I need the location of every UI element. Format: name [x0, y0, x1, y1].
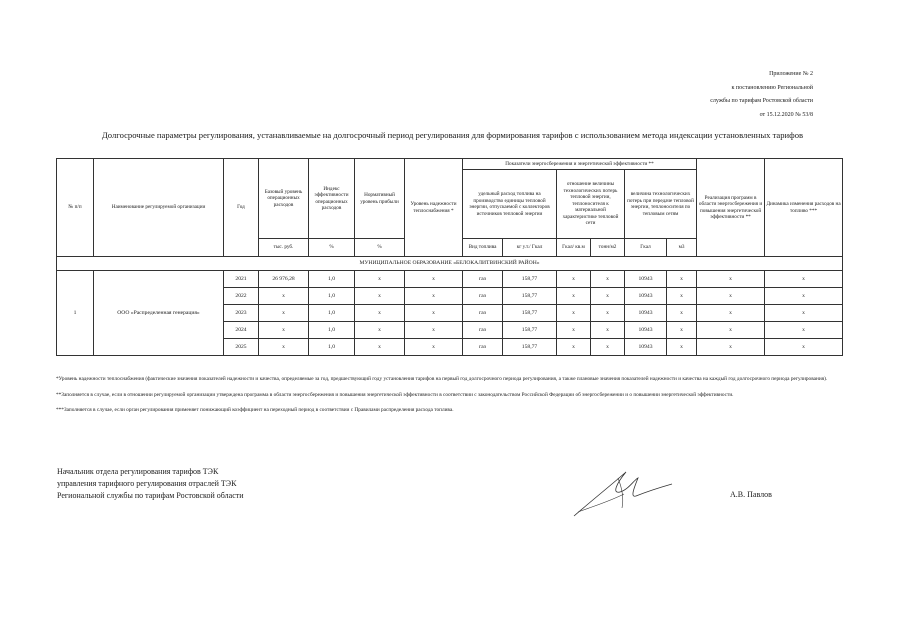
cell-fuel-type: газ	[463, 339, 503, 356]
unit-base: тыс. руб.	[259, 239, 309, 257]
signer-name: А.В. Павлов	[730, 490, 772, 499]
parameters-table	[56, 158, 843, 356]
signer-line: управления тарифного регулирования отраслей ТЭК	[57, 479, 237, 488]
signer-line: Начальник отдела регулирования тарифов ТЭК	[57, 467, 219, 476]
cell-fuel-type: газ	[463, 322, 503, 339]
cell-program: х	[697, 288, 765, 305]
header-org: Наименование регулируемой организации	[94, 159, 224, 257]
header-energy-group: Показатели энергосбережения и энергетической эффективности **	[463, 159, 697, 170]
cell-index: 1,0	[309, 339, 355, 356]
header-losses-ratio: отношение величины технологических потерь тепловой энергии, теплоносителя к материальной характеристике тепловой сети	[557, 170, 625, 239]
cell-fuel-type: газ	[463, 271, 503, 288]
cell-reliability: х	[405, 339, 463, 356]
cell-base: 26 976,28	[259, 271, 309, 288]
footnote-fuel: ***Заполняется в случае, если орган регулирования применяет понижающий коэффициент на переходный период в соответствии с Правилами распределения расхода топлива.	[56, 407, 454, 414]
cell-losses-1: 10943	[625, 322, 667, 339]
header-losses-value: величина технологических потерь при передаче тепловой энергии, теплоносителя по тепловым сетям	[625, 170, 697, 239]
signature-image	[568, 462, 678, 522]
cell-fuel: 158,77	[503, 305, 557, 322]
unit-losses-2: м3	[667, 239, 697, 257]
appendix-line: службы по тарифам Ростовской области	[710, 98, 813, 104]
cell-ratio-1: х	[557, 271, 591, 288]
cell-index: 1,0	[309, 305, 355, 322]
cell-ratio-1: х	[557, 288, 591, 305]
unit-index: %	[309, 239, 355, 257]
unit-losses-1: Гкал	[625, 239, 667, 257]
header-fuel: удельный расход топлива на производство единицы тепловой энергии, отпускаемой с коллекторов источников тепловой энергии	[463, 170, 557, 239]
org-name: ООО «Распределенная генерация»	[94, 271, 224, 356]
cell-base: х	[259, 288, 309, 305]
appendix-line: Приложение № 2	[769, 71, 813, 77]
header-reliability: Уровень надежности теплоснабжения *	[405, 159, 463, 257]
cell-index: 1,0	[309, 288, 355, 305]
cell-program: х	[697, 305, 765, 322]
cell-reliability: х	[405, 305, 463, 322]
appendix-line: к постановлению Региональной	[731, 84, 813, 91]
cell-index: 1,0	[309, 271, 355, 288]
cell-year: 2024	[224, 322, 259, 339]
municipality-row: МУНИЦИПАЛЬНОЕ ОБРАЗОВАНИЕ «БЕЛОКАЛИТВИНСКИЙ РАЙОН»	[57, 257, 843, 271]
cell-norm: х	[355, 339, 405, 356]
cell-program: х	[697, 339, 765, 356]
header-base: Базовый уровень операционных расходов	[259, 159, 309, 239]
unit-ratio-1: Гкал/ кв.м	[557, 239, 591, 257]
cell-norm: х	[355, 322, 405, 339]
footnote-reliability: *Уровень надежности теплоснабжения (фактические значения показателей надежности и качества, определяемые за год, предшествующий году установления тарифов на первый год долгосрочного периода регулирования, а также плановые значения показателей надежности и качества на каждый год долгосрочного периода регулирования).	[56, 376, 828, 382]
cell-program: х	[697, 271, 765, 288]
signer-line: Региональной службы по тарифам Ростовской области	[57, 491, 244, 500]
unit-fuel-type: Вид топлива	[463, 239, 503, 257]
cell-index: 1,0	[309, 322, 355, 339]
cell-losses-2: х	[667, 288, 697, 305]
footnote-energy: **Заполняется в случае, если в отношении регулируемой организации утверждена программа в области энергосбережения и повышения энергетической эффективности в соответствии с законодательством Российской Федерации об энергосбережении и о повышении энергетической эффективности.	[56, 391, 734, 398]
cell-year: 2023	[224, 305, 259, 322]
cell-base: х	[259, 339, 309, 356]
cell-program: х	[697, 322, 765, 339]
unit-fuel: кг у.т./ Гкал	[503, 239, 557, 257]
header-program: Реализация программ в области энергосбережения и повышения энергетической эффективности **	[697, 159, 765, 257]
header-index: Индекс эффективности операционных расходов	[309, 159, 355, 239]
cell-ratio-2: х	[591, 322, 625, 339]
cell-ratio-1: х	[557, 305, 591, 322]
table-row	[57, 271, 843, 288]
cell-ratio-2: х	[591, 339, 625, 356]
header-norm: Нормативный уровень прибыли	[355, 159, 405, 239]
cell-dynamics: х	[765, 322, 843, 339]
cell-year: 2021	[224, 271, 259, 288]
unit-ratio-2: тонн/м2	[591, 239, 625, 257]
cell-losses-2: х	[667, 322, 697, 339]
cell-norm: х	[355, 288, 405, 305]
appendix-header	[710, 68, 813, 122]
cell-fuel-type: газ	[463, 305, 503, 322]
cell-reliability: х	[405, 322, 463, 339]
org-number: 1	[57, 271, 94, 356]
cell-losses-1: 10943	[625, 271, 667, 288]
cell-year: 2025	[224, 339, 259, 356]
cell-losses-1: 10943	[625, 305, 667, 322]
cell-fuel: 158,77	[503, 271, 557, 288]
cell-losses-1: 10943	[625, 288, 667, 305]
signer-position	[57, 466, 244, 502]
cell-norm: х	[355, 305, 405, 322]
cell-reliability: х	[405, 271, 463, 288]
header-dynamics: Динамика изменения расходов на топливо ***	[765, 159, 843, 257]
appendix-line: от 15.12.2020 № 53/8	[759, 111, 813, 118]
cell-base: х	[259, 322, 309, 339]
cell-losses-2: х	[667, 305, 697, 322]
cell-dynamics: х	[765, 288, 843, 305]
document-title: Долгосрочные параметры регулирования, устанавливаемые на долгосрочный период регулирования для формирования тарифов с использованием метода индексации установленных тарифов	[101, 130, 804, 140]
cell-base: х	[259, 305, 309, 322]
cell-reliability: х	[405, 288, 463, 305]
cell-losses-2: х	[667, 271, 697, 288]
cell-ratio-1: х	[557, 339, 591, 356]
cell-fuel: 158,77	[503, 339, 557, 356]
header-year: Год	[224, 159, 259, 257]
cell-dynamics: х	[765, 271, 843, 288]
cell-year: 2022	[224, 288, 259, 305]
cell-ratio-2: х	[591, 288, 625, 305]
cell-losses-1: 10943	[625, 339, 667, 356]
cell-fuel: 158,77	[503, 288, 557, 305]
cell-dynamics: х	[765, 305, 843, 322]
cell-norm: х	[355, 271, 405, 288]
footnotes	[56, 376, 842, 423]
cell-ratio-1: х	[557, 322, 591, 339]
cell-dynamics: х	[765, 339, 843, 356]
cell-losses-2: х	[667, 339, 697, 356]
cell-fuel-type: газ	[463, 288, 503, 305]
cell-fuel: 158,77	[503, 322, 557, 339]
header-num: № п/п	[57, 159, 94, 257]
cell-ratio-2: х	[591, 305, 625, 322]
cell-ratio-2: х	[591, 271, 625, 288]
unit-norm: %	[355, 239, 405, 257]
